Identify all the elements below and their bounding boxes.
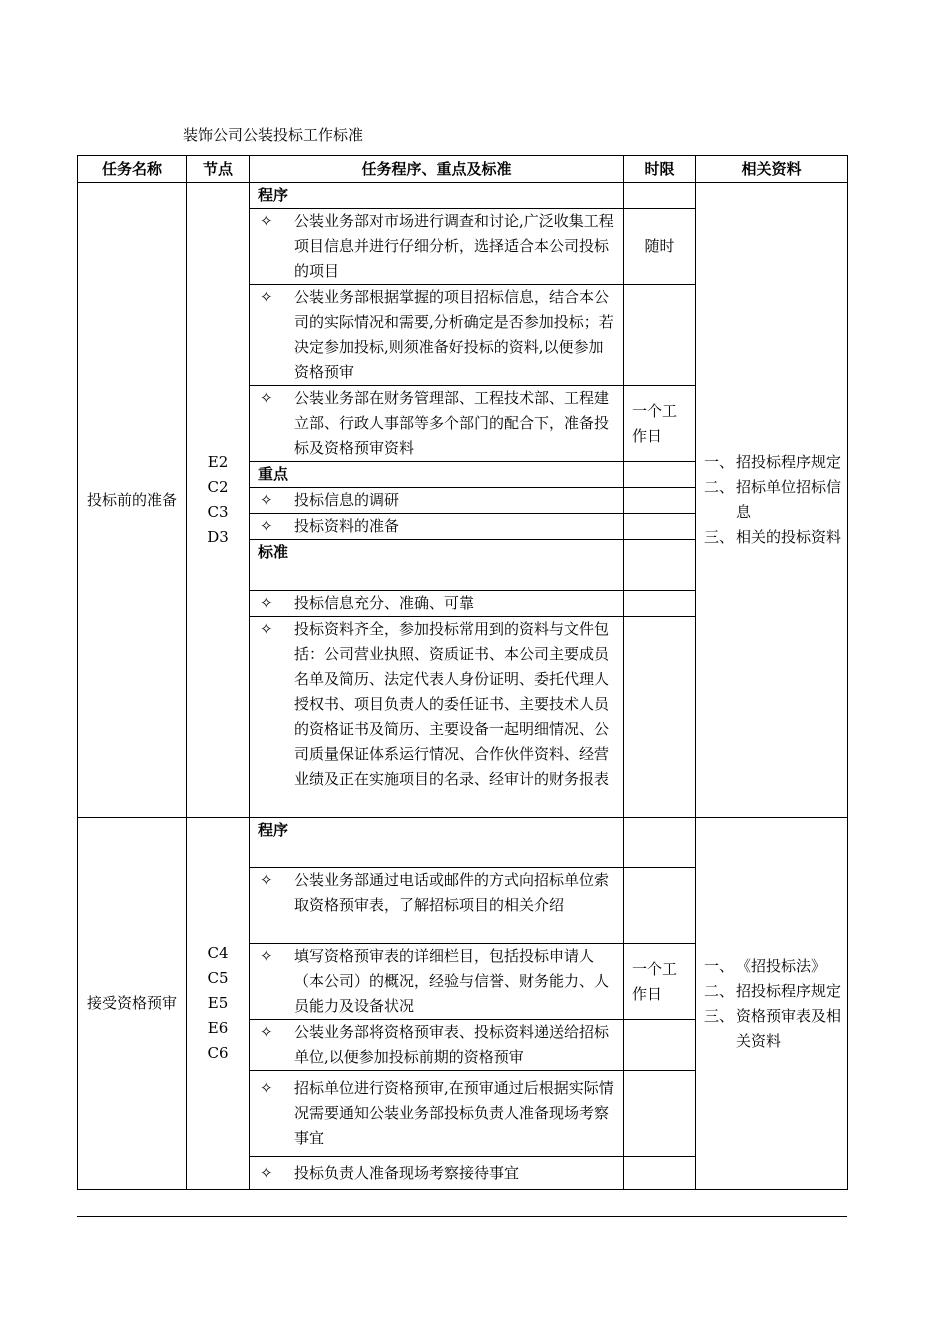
list-item: ✧ 公装业务部对市场进行调查和讨论,广泛收集工程项目信息并进行仔细分析，选择适合本公司投标的项目 [250,209,624,285]
table-row: ✧ 公装业务部在财务管理部、工程技术部、工程建立部、行政人事部等多个部门的配合下，准备投标及资格预审资料 一个工作日 [78,386,848,462]
list-item: ✧ 招标单位进行资格预审,在预审通过后根据实际情况需要通知公装业务部投标负责人准备现场考察事宜 [250,1071,624,1157]
work-standard-table [77,155,848,1190]
node-cell: E2 C2 C3 D3 [187,183,250,818]
list-item: ✧ 投标负责人准备现场考察接待事宜 [250,1157,624,1190]
header-procedure: 任务程序、重点及标准 [250,156,624,183]
list-item: ✧ 投标资料齐全，参加投标常用到的资料与文件包括：公司营业执照、资质证书、本公司主要成员名单及简历、法定代表人身份证明、委托代理人授权书、项目负责人的委任证书、主要技术人员的资格证书及简历、主要设备一起明细情况、公司质量保证体系运行情况、合作伙伴资料、经营业绩及正在实施项目的名录、经审计的财务报表 [250,617,624,818]
list-item: ✧ 填写资格预审表的详细栏目，包括投标申请人（本公司）的概况，经验与信誉、财务能力、人员能力及设备状况 [250,944,624,1020]
list-item: ✧ 公装业务部在财务管理部、工程技术部、工程建立部、行政人事部等多个部门的配合下，准备投标及资格预审资料 [250,386,624,462]
list-item: ✧ 投标信息的调研 [250,488,624,514]
list-item: ✧ 公装业务部根据掌握的项目招标信息，结合本公司的实际情况和需要,分析确定是否参加投标；若决定参加投标,则须准备好投标的资料,以便参加资格预审 [250,285,624,386]
header-task-name: 任务名称 [78,156,187,183]
header-node: 节点 [187,156,250,183]
diamond-bullet-icon: ✧ [260,947,273,965]
diamond-bullet-icon: ✧ [260,594,273,612]
standard-heading: 标准 [250,540,624,591]
diamond-bullet-icon: ✧ [260,1079,273,1097]
key-heading: 重点 [250,462,624,488]
diamond-bullet-icon: ✧ [260,871,273,889]
diamond-bullet-icon: ✧ [260,620,273,638]
diamond-bullet-icon: ✧ [260,389,273,407]
list-item: ✧ 公装业务部通过电话或邮件的方式向招标单位索取资格预审表，了解招标项目的相关介绍 [250,868,624,944]
node-cell: C4 C5 E5 E6 C6 [187,818,250,1190]
list-item: ✧ 投标资料的准备 [250,514,624,540]
task-name-cell: 投标前的准备 [78,183,187,818]
document-title: 装饰公司公装投标工作标准 [183,126,364,144]
header-time-limit: 时限 [624,156,696,183]
table-row [78,183,848,209]
program-heading: 程序 [250,818,624,868]
task-name-cell: 接受资格预审 [78,818,187,1190]
diamond-bullet-icon: ✧ [260,288,273,306]
list-item: ✧ 公装业务部将资格预审表、投标资料递送给招标单位,以便参加投标前期的资格预审 [250,1020,624,1071]
diamond-bullet-icon: ✧ [260,517,273,535]
table-header-row [78,156,848,183]
program-heading: 程序 [250,183,624,209]
diamond-bullet-icon: ✧ [260,491,273,509]
list-item: ✧ 投标信息充分、准确、可靠 [250,591,624,617]
diamond-bullet-icon: ✧ [260,1023,273,1041]
header-resources: 相关资料 [696,156,848,183]
resources-cell: 一、 招投标程序规定 二、 招标单位招标信息 三、 相关的投标资料 [696,183,848,818]
table-row: ✧ 填写资格预审表的详细栏目，包括投标申请人（本公司）的概况，经验与信誉、财务能力、人员能力及设备状况 一个工作日 [78,944,848,1020]
table-row [78,818,848,868]
diamond-bullet-icon: ✧ [260,212,273,230]
resources-cell: 一、 《招投标法》 二、 招投标程序规定 三、 资格预审表及相关资料 [696,818,848,1190]
diamond-bullet-icon: ✧ [260,1163,273,1182]
table-row: ✧ 公装业务部对市场进行调查和讨论,广泛收集工程项目信息并进行仔细分析，选择适合本公司投标的项目 随时 [78,209,848,285]
footer-divider [77,1216,847,1217]
